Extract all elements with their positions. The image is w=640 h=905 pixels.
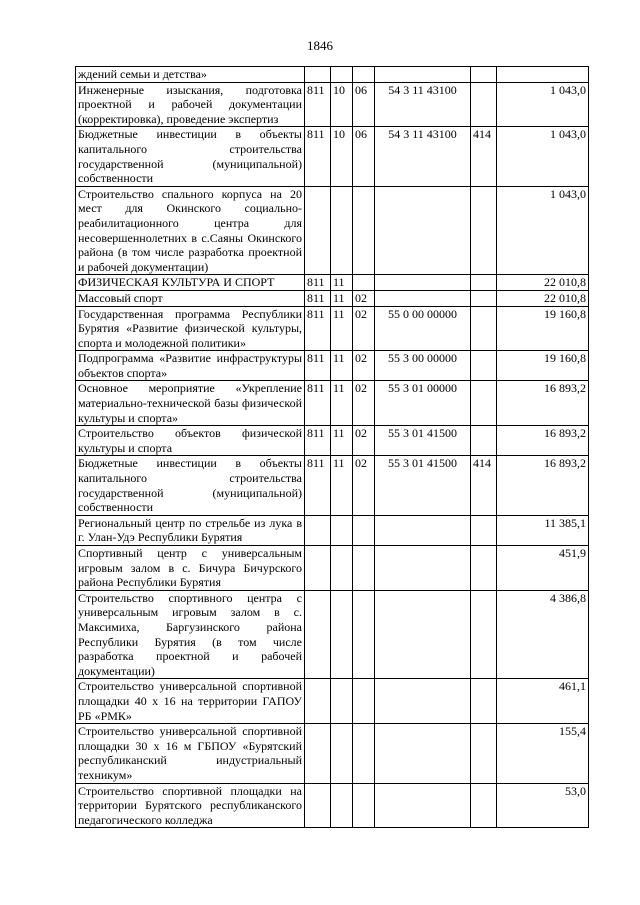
row-subsection-code-cell — [353, 590, 375, 679]
row-section-code-cell: 10 — [331, 127, 353, 186]
row-target-article-cell — [375, 515, 471, 545]
row-amount-cell: 461,1 — [497, 679, 589, 724]
row-amount-cell: 1 043,0 — [497, 127, 589, 186]
row-section-code-cell: 11 — [331, 351, 353, 381]
row-target-article-cell — [375, 186, 471, 275]
row-amount-cell: 4 386,8 — [497, 590, 589, 679]
row-name-cell: ждений семьи и детства» — [76, 67, 305, 83]
table-row — [76, 546, 589, 591]
row-subsection-code-cell — [353, 515, 375, 545]
row-expense-type-cell — [471, 306, 497, 351]
row-target-article-cell: 55 3 01 00000 — [375, 381, 471, 426]
row-name-cell: Строительство спального корпуса на 20 мест для Окинского социально-реабилитационного центра для несовершеннолетних в с.Саяны Окинского района (в том числе разработка проектной и рабочей документации) — [76, 186, 305, 275]
row-subsection-code-cell: 02 — [353, 456, 375, 515]
table-row — [76, 783, 589, 828]
budget-table-body — [76, 67, 589, 828]
row-subsection-code-cell: 02 — [353, 290, 375, 306]
row-expense-type-cell — [471, 67, 497, 83]
table-row — [76, 186, 589, 275]
row-name-cell: Основное мероприятие «Укрепление материально-технической базы физической культуры и спорта» — [76, 381, 305, 426]
table-row — [76, 82, 589, 127]
row-section-code-cell — [331, 679, 353, 724]
row-section-code-cell — [331, 546, 353, 591]
row-amount-cell: 1 043,0 — [497, 82, 589, 127]
row-target-article-cell — [375, 546, 471, 591]
row-section-code-cell — [331, 783, 353, 828]
row-subsection-code-cell — [353, 67, 375, 83]
row-section-code-cell: 10 — [331, 82, 353, 127]
row-expense-type-cell — [471, 351, 497, 381]
row-subsection-code-cell — [353, 546, 375, 591]
row-expense-type-cell: 414 — [471, 456, 497, 515]
table-row — [76, 290, 589, 306]
row-expense-type-cell — [471, 679, 497, 724]
row-subsection-code-cell: 06 — [353, 127, 375, 186]
row-name-cell: Инженерные изыскания, подготовка проектной и рабочей документации (корректировка), проведение экспертиз — [76, 82, 305, 127]
row-ministry-code-cell: 811 — [305, 351, 331, 381]
row-target-article-cell — [375, 590, 471, 679]
row-ministry-code-cell — [305, 186, 331, 275]
row-expense-type-cell — [471, 290, 497, 306]
row-expense-type-cell — [471, 724, 497, 783]
row-ministry-code-cell — [305, 724, 331, 783]
row-target-article-cell — [375, 783, 471, 828]
row-ministry-code-cell — [305, 783, 331, 828]
row-target-article-cell — [375, 275, 471, 291]
row-name-cell: Региональный центр по стрельбе из лука в г. Улан-Удэ Республики Бурятия — [76, 515, 305, 545]
row-name-cell: Строительство объектов физической культуры и спорта — [76, 426, 305, 456]
row-amount-cell: 22 010,8 — [497, 275, 589, 291]
row-amount-cell: 53,0 — [497, 783, 589, 828]
row-name-cell: ФИЗИЧЕСКАЯ КУЛЬТУРА И СПОРТ — [76, 275, 305, 291]
row-section-code-cell: 11 — [331, 426, 353, 456]
row-name-cell: Строительство спортивной площадки на территории Бурятского республиканского педагогического колледжа — [76, 783, 305, 828]
row-ministry-code-cell: 811 — [305, 306, 331, 351]
row-ministry-code-cell — [305, 515, 331, 545]
row-name-cell: Строительство универсальной спортивной площадки 40 х 16 на территории ГАПОУ РБ «РМК» — [76, 679, 305, 724]
table-row — [76, 515, 589, 545]
row-target-article-cell: 55 0 00 00000 — [375, 306, 471, 351]
row-name-cell: Спортивный центр с универсальным игровым залом в с. Бичура Бичурского района Республики Бурятия — [76, 546, 305, 591]
row-subsection-code-cell: 06 — [353, 82, 375, 127]
row-expense-type-cell — [471, 381, 497, 426]
table-row — [76, 456, 589, 515]
row-section-code-cell — [331, 515, 353, 545]
row-amount-cell: 451,9 — [497, 546, 589, 591]
row-name-cell: Строительство универсальной спортивной площадки 30 х 16 м ГБПОУ «Бурятский республиканский индустриальный техникум» — [76, 724, 305, 783]
row-expense-type-cell — [471, 590, 497, 679]
row-section-code-cell — [331, 67, 353, 83]
table-row — [76, 275, 589, 291]
row-target-article-cell — [375, 724, 471, 783]
row-amount-cell: 11 385,1 — [497, 515, 589, 545]
row-expense-type-cell — [471, 783, 497, 828]
row-ministry-code-cell: 811 — [305, 290, 331, 306]
row-target-article-cell — [375, 679, 471, 724]
table-row — [76, 590, 589, 679]
row-subsection-code-cell — [353, 724, 375, 783]
table-row — [76, 351, 589, 381]
budget-table — [75, 66, 589, 828]
row-subsection-code-cell: 02 — [353, 306, 375, 351]
row-expense-type-cell — [471, 186, 497, 275]
row-subsection-code-cell: 02 — [353, 381, 375, 426]
row-name-cell: Государственная программа Республики Бурятия «Развитие физической культуры, спорта и молодежной политики» — [76, 306, 305, 351]
row-section-code-cell — [331, 186, 353, 275]
row-expense-type-cell — [471, 275, 497, 291]
row-expense-type-cell — [471, 546, 497, 591]
row-ministry-code-cell — [305, 67, 331, 83]
row-amount-cell: 16 893,2 — [497, 456, 589, 515]
row-target-article-cell: 55 3 01 41500 — [375, 456, 471, 515]
row-target-article-cell: 54 3 11 43100 — [375, 127, 471, 186]
row-section-code-cell: 11 — [331, 306, 353, 351]
row-target-article-cell — [375, 290, 471, 306]
row-amount-cell: 16 893,2 — [497, 381, 589, 426]
row-subsection-code-cell: 02 — [353, 351, 375, 381]
row-name-cell: Строительство спортивного центра с универсальным игровым залом в с. Максимиха, Баргузинского района Республики Бурятия (в том числе разработка проектной и рабочей документации) — [76, 590, 305, 679]
page-number: 1846 — [307, 38, 333, 53]
row-amount-cell: 22 010,8 — [497, 290, 589, 306]
row-subsection-code-cell: 02 — [353, 426, 375, 456]
row-section-code-cell: 11 — [331, 381, 353, 426]
table-row — [76, 426, 589, 456]
row-expense-type-cell — [471, 515, 497, 545]
row-ministry-code-cell: 811 — [305, 82, 331, 127]
row-ministry-code-cell: 811 — [305, 456, 331, 515]
row-amount-cell: 1 043,0 — [497, 186, 589, 275]
row-target-article-cell: 55 3 00 00000 — [375, 351, 471, 381]
table-row — [76, 724, 589, 783]
row-amount-cell: 155,4 — [497, 724, 589, 783]
row-section-code-cell: 11 — [331, 456, 353, 515]
row-section-code-cell: 11 — [331, 275, 353, 291]
row-target-article-cell — [375, 67, 471, 83]
row-target-article-cell: 55 3 01 41500 — [375, 426, 471, 456]
row-name-cell: Бюджетные инвестиции в объекты капитального строительства государственной (муниципальной) собственности — [76, 456, 305, 515]
row-ministry-code-cell: 811 — [305, 275, 331, 291]
row-name-cell: Подпрограмма «Развитие инфраструктуры объектов спорта» — [76, 351, 305, 381]
row-name-cell: Бюджетные инвестиции в объекты капитального строительства государственной (муниципальной) собственности — [76, 127, 305, 186]
table-row — [76, 127, 589, 186]
row-name-cell: Массовый спорт — [76, 290, 305, 306]
row-subsection-code-cell — [353, 275, 375, 291]
row-subsection-code-cell — [353, 783, 375, 828]
row-subsection-code-cell — [353, 679, 375, 724]
row-ministry-code-cell — [305, 679, 331, 724]
row-expense-type-cell — [471, 82, 497, 127]
row-section-code-cell — [331, 590, 353, 679]
row-ministry-code-cell: 811 — [305, 127, 331, 186]
row-amount-cell: 16 893,2 — [497, 426, 589, 456]
row-section-code-cell: 11 — [331, 290, 353, 306]
table-row — [76, 381, 589, 426]
row-subsection-code-cell — [353, 186, 375, 275]
row-amount-cell: 19 160,8 — [497, 306, 589, 351]
row-ministry-code-cell — [305, 590, 331, 679]
row-ministry-code-cell — [305, 546, 331, 591]
table-row — [76, 679, 589, 724]
row-section-code-cell — [331, 724, 353, 783]
row-ministry-code-cell: 811 — [305, 381, 331, 426]
table-row — [76, 67, 589, 83]
row-target-article-cell: 54 3 11 43100 — [375, 82, 471, 127]
table-row — [76, 306, 589, 351]
row-ministry-code-cell: 811 — [305, 426, 331, 456]
row-amount-cell — [497, 67, 589, 83]
row-expense-type-cell: 414 — [471, 127, 497, 186]
row-amount-cell: 19 160,8 — [497, 351, 589, 381]
row-expense-type-cell — [471, 426, 497, 456]
